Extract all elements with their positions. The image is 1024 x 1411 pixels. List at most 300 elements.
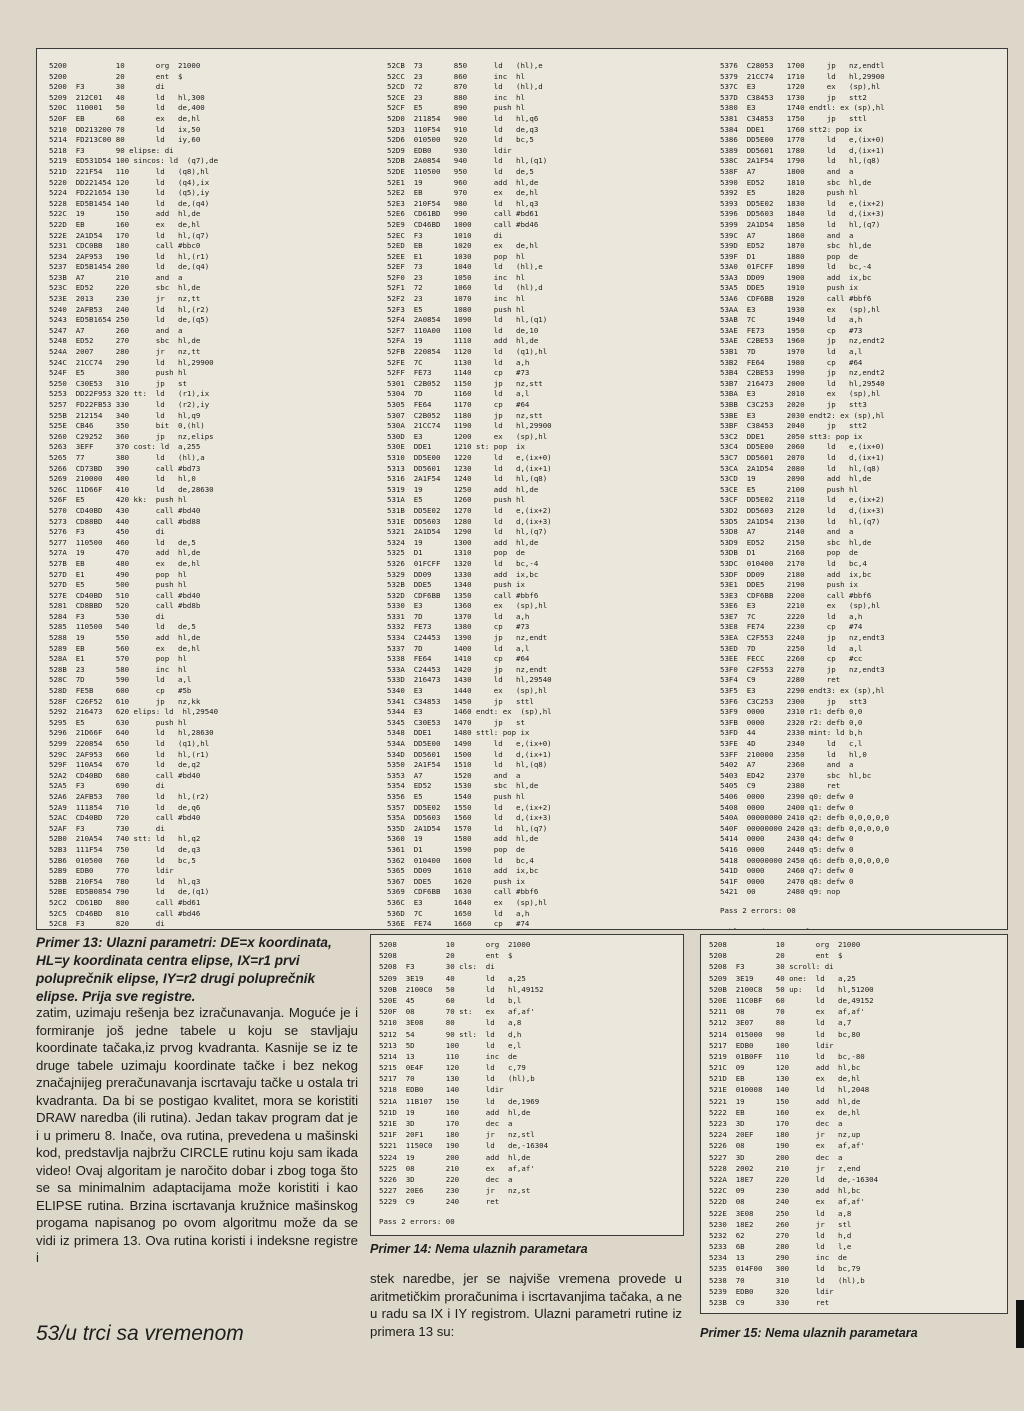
- listing-line: 5215 0E4F 120 ld c,79: [379, 1063, 526, 1073]
- listing-line: 5416 0000 2440 q5: defw 0: [720, 844, 854, 854]
- listing-line: 529F 110A54 670 ld de,q2: [49, 760, 201, 770]
- listing-line: 528B 23 580 inc hl: [49, 664, 187, 674]
- listing-line: 52E2 EB 970 ex de,hl: [387, 188, 539, 198]
- listing-line: 5200 10 org 21000: [49, 61, 201, 70]
- listing-line: 52CF E5 890 push hl: [387, 103, 525, 113]
- listing-line: 523E 2013 230 jr nz,tt: [49, 294, 201, 304]
- listing-line: 53CF DD5E02 2110 ld e,(ix+2): [720, 495, 885, 505]
- listing-line: 5226 3D 220 dec a: [379, 1174, 513, 1184]
- listing-line: 5200 20 ent $: [49, 71, 183, 81]
- listing-line: 52A6 2AFB53 700 ld hl,(r2): [49, 791, 210, 801]
- listing-line: 535D 2A1D54 1570 ld hl,(q7): [387, 823, 548, 833]
- listing-line: 521D 221F54 110 ld (q8),hl: [49, 166, 210, 176]
- listing-line: 520B 2100C8 50 up: ld hl,51200: [709, 984, 874, 994]
- listing-line: 521E 3D 170 dec a: [379, 1119, 513, 1128]
- listing-line: 527E CD40BD 510 call #bd40: [49, 590, 201, 600]
- listing-line: 52BE ED5B0854 790 ld de,(q1): [49, 887, 210, 897]
- listing-line: 52F3 E5 1080 push hl: [387, 304, 525, 314]
- listing-line: 5288 19 550 add hl,de: [49, 633, 201, 643]
- listing-line: 5292 216473 620 elips: ld hl,29540: [49, 707, 219, 717]
- listing-line: 53AB 7C 1940 ld a,h: [720, 315, 863, 325]
- listing-line: 5228 ED5B1454 140 ld de,(q4): [49, 198, 210, 208]
- listing-line: 5360 19 1580 add hl,de: [387, 834, 539, 844]
- listing-line: 5285 110500 540 ld de,5: [49, 622, 196, 632]
- listing-line: 5365 DD09 1610 add ix,bc: [387, 866, 539, 876]
- listing-line: 52A2 CD40BD 680 call #bd40: [49, 770, 201, 780]
- listing-line: 531E DD5603 1280 ld d,(ix+3): [387, 516, 552, 526]
- listing-line: 53C7 DD5601 2070 ld d,(ix+1): [720, 452, 885, 462]
- listing-line: 5329 DD09 1330 add ix,bc: [387, 569, 539, 579]
- listing-line: 52ED EB 1020 ex de,hl: [387, 241, 539, 251]
- listing-line: 52E3 210F54 980 ld hl,q3: [387, 198, 539, 208]
- listing-line: 53CE E5 2100 push hl: [720, 484, 858, 494]
- listing-line: 53FD 44 2330 mint: ld b,h: [720, 728, 863, 738]
- listing-line: 5295 E5 630 push hl: [49, 717, 187, 727]
- listing-line: 5344 E3 1460 endt: ex (sp),hl: [387, 707, 552, 717]
- listing-line: 5406 0000 2390 q0: defw 0: [720, 791, 854, 801]
- listing-line: 53B2 FE64 1980 cp #64: [720, 357, 863, 367]
- listing-line: 5247 A7 260 and a: [49, 325, 183, 335]
- listing-line: 5240 2AFB53 240 ld hl,(r2): [49, 304, 210, 314]
- listing-line: 5324 19 1300 add hl,de: [387, 537, 539, 547]
- listing-line: 52FE 7C 1130 ld a,h: [387, 357, 530, 367]
- listing-line: 540F 00000000 2420 q3: defb 0,0,0,0,0: [720, 823, 890, 833]
- listing-line: 541D 0000 2460 q7: defw 0: [720, 866, 854, 876]
- listing-line: 52AF F3 730 di: [49, 823, 165, 833]
- listing-line: 52EF 73 1040 ld (hl),e: [387, 262, 543, 272]
- listing-footer-line: Pass 2 errors: 00: [379, 1216, 455, 1226]
- listing-line: 53BF C38453 2040 jp stt2: [720, 421, 867, 431]
- assembly-listing-main: [36, 48, 1008, 930]
- listing-line: 53BB C3C253 2020 jp stt3: [720, 400, 867, 409]
- listing-line: 5414 0000 2430 q4: defw 0: [720, 834, 854, 844]
- listing-line: 522A 18E7 220 ld de,-16304: [709, 1174, 879, 1184]
- listing-line: 5319 19 1250 add hl,de: [387, 484, 539, 494]
- listing-line: 52B6 010500 760 ld bc,5: [49, 855, 196, 865]
- listing-line: 53C2 DDE1 2050 stt3: pop ix: [720, 431, 863, 441]
- listing-line: 5357 DD5E02 1550 ld e,(ix+2): [387, 802, 552, 812]
- listing-line: 53E8 FE74 2230 cp #74: [720, 622, 863, 632]
- listing-line: 5270 CD40BD 430 call #bd40: [49, 505, 201, 515]
- listing-line: 5350 2A1F54 1510 ld hl,(q8): [387, 760, 548, 770]
- listing-line: 5389 DD5601 1780 ld d,(ix+1): [720, 145, 885, 155]
- listing-line: 53EA C2F553 2240 jp nz,endt3: [720, 633, 885, 643]
- listing-line: 53C4 DD5E00 2060 ld e,(ix+0): [720, 442, 885, 452]
- listing-line: 53FB 0000 2320 r2: defb 0,0: [720, 717, 863, 727]
- listing-line: 530D E3 1200 ex (sp),hl: [387, 431, 548, 441]
- listing-line: 5234 2AF953 190 ld hl,(r1): [49, 251, 210, 261]
- listing-line: 5208 20 ent $: [709, 951, 843, 961]
- listing-line: 528C 7D 590 ld a,l: [49, 675, 192, 685]
- listing-line: 52D3 110F54 910 ld de,q3: [387, 124, 539, 134]
- listing-line: 5231 CDC0BB 180 call #bbc0: [49, 241, 201, 251]
- listing-line: 5221 1150C0 190 ld de,-16304: [379, 1141, 549, 1151]
- listing-line: 53D5 2A1D54 2130 ld hl,(q7): [720, 516, 881, 526]
- listing-line: 5316 2A1F54 1240 ld hl,(q8): [387, 474, 548, 484]
- listing-line: 5393 DD5E02 1830 ld e,(ix+2): [720, 198, 885, 208]
- listing-line: 5237 ED5B1454 200 ld de,(q4): [49, 262, 210, 272]
- listing-line: 522D 08 240 ex af,af': [709, 1197, 865, 1207]
- assembly-listing-primer-15: [700, 934, 1008, 1314]
- listing-line: 5284 F3 530 di: [49, 611, 165, 621]
- listing-line: 53AE FE73 1950 cp #73: [720, 325, 863, 335]
- caption-primer-13: Primer 13: Ulazni parametri: DE=x koordinata, HL=y koordinata centra elipse, IX=r1 prvi poluprečnik elipse, IY=r2 drugi poluprečnik elipse. Prija sve registre.: [36, 935, 332, 1004]
- listing-line: 538C 2A1F54 1790 ld hl,(q8): [720, 156, 881, 166]
- listing-line: 5405 C9 2380 ret: [720, 781, 841, 791]
- listing-line: 520B 2100C0 50 ld hl,49152: [379, 984, 544, 994]
- listing-line: 5356 E5 1540 push hl: [387, 791, 525, 801]
- listing-line: 523B A7 210 and a: [49, 272, 183, 282]
- listing-line: 521C 09 120 add hl,bc: [709, 1063, 861, 1073]
- listing-line: 52CC 23 860 inc hl: [387, 71, 525, 81]
- listing-line: 5220 DD221454 120 ld (q4),ix: [49, 177, 210, 187]
- listing-line: 533A C24453 1420 jp nz,endt: [387, 664, 548, 674]
- listing-line: 5326 01FCFF 1320 ld bc,-4: [387, 558, 539, 568]
- listing-line: 5235 014F00 300 ld bc,79: [709, 1264, 861, 1274]
- listing-line: 522C 09 230 add hl,bc: [709, 1186, 861, 1196]
- listing-line: 53ED 7D 2250 ld a,l: [720, 643, 863, 653]
- listing-line: 5330 E3 1360 ex (sp),hl: [387, 601, 548, 611]
- listing-line: 520C 110001 50 ld de,400: [49, 103, 205, 113]
- listing-line: 524F E5 300 push hl: [49, 368, 187, 378]
- listing-line: 5208 F3 30 scroll: di: [709, 962, 834, 972]
- listing-line: 5307 C2B052 1180 jp nz,stt: [387, 410, 543, 420]
- listing-line: 53F9 0000 2310 r1: defb 0,0: [720, 707, 863, 717]
- listing-line: 5265 77 380 ld (hl),a: [49, 452, 205, 462]
- listing-line: 538F A7 1800 and a: [720, 166, 854, 176]
- listing-line: 5260 C29252 360 jp nz,elips: [49, 431, 214, 441]
- listing-line: 53BA E3 2010 ex (sp),hl: [720, 389, 881, 399]
- listing-line: 52F4 2A0854 1090 ld hl,(q1): [387, 315, 548, 325]
- listing-line: 52A5 F3 690 di: [49, 781, 165, 791]
- listing-line: 53AE C2BE53 1960 jp nz,endt2: [720, 336, 885, 346]
- listing-line: 5200 F3 30 di: [49, 82, 165, 92]
- listing-line: 5310 DD5E00 1220 ld e,(ix+0): [387, 452, 552, 462]
- listing-line: 525B 212154 340 ld hl,q9: [49, 410, 201, 420]
- listing-line: 53F6 C3C253 2300 jp stt3: [720, 696, 867, 706]
- listing-line: 52E6 CD61BD 990 call #bd61: [387, 209, 539, 219]
- listing-line: 5219 ED531D54 100 sincos: ld (q7),de: [49, 156, 219, 166]
- listing-line: 5263 3EFF 370 cost: ld a,255: [49, 442, 201, 452]
- listing-line: 521A 11B107 150 ld de,1969: [379, 1096, 540, 1106]
- listing-line: 5209 3E19 40 ld a,25: [379, 973, 526, 983]
- listing-line: 5325 D1 1310 pop de: [387, 548, 525, 558]
- listing-line: 5257 FD22FB53 330 ld (r2),iy: [49, 400, 210, 409]
- assembly-listing-primer-14: [370, 934, 684, 1236]
- listing-line: 526C 11D66F 410 ld de,28630: [49, 484, 214, 494]
- listing-line: 5214 13 110 inc de: [379, 1051, 517, 1061]
- listing-line: 5218 F3 90 elipse: di: [49, 145, 174, 155]
- listing-line: 53FE 4D 2340 ld c,l: [720, 739, 863, 748]
- listing-line: 53B1 7D 1970 ld a,l: [720, 347, 863, 357]
- listing-line: 5212 3E07 80 ld a,7: [709, 1018, 852, 1028]
- listing-line: 521F 20F1 180 jr nz,stl: [379, 1130, 535, 1140]
- listing-line: 5403 ED42 2370 sbc hl,bc: [720, 770, 872, 780]
- listing-line: 539F D1 1880 pop de: [720, 251, 858, 261]
- listing-line: 5243 ED5B1654 250 ld de,(q5): [49, 315, 210, 325]
- listing-line: 52FB 220854 1120 ld (q1),hl: [387, 347, 548, 357]
- listing-line: 52D6 010500 920 ld bc,5: [387, 135, 534, 145]
- listing-line: 52EC F3 1010 di: [387, 230, 503, 240]
- listing-column-b: [387, 61, 707, 930]
- listing-line: 52F7 110A00 1100 ld de,10: [387, 325, 539, 335]
- listing-footer-line: [720, 917, 1005, 928]
- listing-footer-line: Pass 2 errors: 00: [720, 905, 796, 915]
- listing-line: 537C E3 1720 ex (sp),hl: [720, 82, 881, 92]
- listing-line: 5269 210000 400 ld hl,0: [49, 474, 196, 484]
- listing-line: 5213 5D 100 ld e,l: [379, 1040, 522, 1050]
- listing-line: 52FF FE73 1140 cp #73: [387, 368, 530, 378]
- listing-line: 5334 C24453 1390 jp nz,endt: [387, 633, 548, 643]
- listing-line: 5223 3D 170 dec a: [709, 1119, 843, 1128]
- listing-line: 5345 C30E53 1470 jp st: [387, 717, 525, 727]
- caption-primer-15: Primer 15: Nema ulaznih parametara: [700, 1326, 918, 1340]
- listing-line: 53E7 7C 2220 ld a,h: [720, 611, 863, 621]
- listing-line: 52F0 23 1050 inc hl: [387, 272, 525, 282]
- listing-line: 52B0 210A54 740 stt: ld hl,q2: [49, 834, 201, 844]
- listing-line: 53E1 DDE5 2190 push ix: [720, 580, 858, 590]
- listing-line: 53F5 E3 2290 endt3: ex (sp),hl: [720, 686, 885, 696]
- listing-line: 5354 ED52 1530 sbc hl,de: [387, 781, 539, 791]
- listing-line: 52BB 210F54 780 ld hl,q3: [49, 876, 201, 886]
- listing-line: 5239 EDB0 320 ldir: [709, 1286, 834, 1296]
- listing-line: 52FA 19 1110 add hl,de: [387, 336, 539, 346]
- listing-line: 5224 19 200 add hl,de: [379, 1152, 531, 1162]
- listing-line: 5227 3D 200 dec a: [709, 1152, 843, 1162]
- listing-line: 520E 45 60 ld b,l: [379, 995, 522, 1005]
- listing-line: 5224 20EF 180 jr nz,up: [709, 1130, 861, 1140]
- listing-line: 53A3 DD09 1900 add ix,bc: [720, 272, 872, 282]
- listing-line: 5221 19 150 add hl,de: [709, 1096, 861, 1106]
- listing-line: 53EE FECC 2260 cp #cc: [720, 654, 863, 664]
- listing-line: 5208 10 org 21000: [379, 940, 531, 949]
- listing-line: 522E 3E08 250 ld a,8: [709, 1208, 852, 1218]
- listing-line: 53CD 19 2090 add hl,de: [720, 474, 872, 484]
- listing-line: 53D2 DD5603 2120 ld d,(ix+3): [720, 505, 885, 515]
- listing-line: 5217 70 130 ld (hl),b: [379, 1074, 535, 1084]
- listing-line: 5301 C2B052 1150 jp nz,stt: [387, 378, 543, 388]
- listing-line: 5226 08 190 ex af,af': [709, 1141, 865, 1151]
- listing-line: 521D 19 160 add hl,de: [379, 1107, 531, 1117]
- listing-line: 5222 EB 160 ex de,hl: [709, 1107, 861, 1117]
- listing-line: 5232 62 270 ld h,d: [709, 1230, 852, 1240]
- listing-line: 5230 18E2 260 jr stl: [709, 1219, 852, 1229]
- caption-primer-14: Primer 14: Nema ulaznih parametara: [370, 1242, 588, 1256]
- listing-line: 5305 FE64 1170 cp #64: [387, 400, 530, 409]
- listing-line: 530E DDE1 1210 st: pop ix: [387, 442, 525, 452]
- listing-line: 53DC 010400 2170 ld bc,4: [720, 558, 867, 568]
- listing-line: 52E1 19 960 add hl,de: [387, 177, 539, 187]
- listing-line: 53F0 C2F553 2270 jp nz,endt3: [720, 664, 885, 674]
- listing-line: 53D8 A7 2140 and a: [720, 527, 854, 537]
- article-text-middle: stek naredbe, jer se najviše vremena provede u aritmetičkim proračunima i iscrtavanjima tačaka, a ne u radu sa IX i IY registrom. Ulazni parametri rutine iz primera 13 su:: [370, 1271, 682, 1339]
- listing-line: 535A DD5603 1560 ld d,(ix+3): [387, 813, 552, 823]
- listing-line: 522D EB 160 ex de,hl: [49, 219, 201, 229]
- listing-line: 53A0 01FCFF 1890 ld bc,-4: [720, 262, 872, 272]
- listing-line: 5313 DD5601 1230 ld d,(ix+1): [387, 463, 552, 473]
- listing-line: 540A 00000000 2410 q2: defb 0,0,0,0,0: [720, 813, 890, 823]
- listing-line: 52B3 111F54 750 ld de,q3: [49, 844, 201, 854]
- listing-line: 5273 CD88BD 440 call #bd88: [49, 516, 201, 526]
- listing-line: 5276 F3 450 di: [49, 527, 165, 537]
- listing-line: 52D0 211854 900 ld hl,q6: [387, 113, 539, 123]
- listing-line: 536E FE74 1660 cp #74: [387, 919, 530, 929]
- listing-line: 529C 2AF953 660 ld hl,(r1): [49, 749, 210, 759]
- listing-line: 534D DD5601 1500 ld d,(ix+1): [387, 749, 552, 759]
- listing-line: 524A 2007 280 jr nz,tt: [49, 347, 201, 357]
- listing-line: 5376 C28053 1700 jp nz,endtl: [720, 61, 885, 70]
- listing-line: 5380 E3 1740 endtl: ex (sp),hl: [720, 103, 885, 113]
- listing-line: 52F2 23 1070 inc hl: [387, 294, 525, 304]
- listing-line: 5367 DDE5 1620 push ix: [387, 876, 525, 886]
- listing-line: 5208 10 org 21000: [709, 940, 861, 949]
- listing-line: 525E CB46 350 bit 0,(hl): [49, 421, 205, 431]
- listing-line: 522C 19 150 add hl,de: [49, 209, 201, 219]
- listing-line: 530A 21CC74 1190 ld hl,29900: [387, 421, 552, 431]
- listing-line: 523C ED52 220 sbc hl,de: [49, 283, 201, 293]
- listing-line: 527B EB 480 ex de,hl: [49, 558, 201, 568]
- listing-line: 5238 70 310 ld (hl),b: [709, 1275, 865, 1285]
- listing-line: 5208 F3 30 cls: di: [379, 962, 495, 972]
- listing-line: 5210 3E08 80 ld a,8: [379, 1018, 522, 1028]
- listing-line: 5219 01B0FF 110 ld bc,-80: [709, 1051, 865, 1061]
- listing-line: 52E9 CD46BD 1000 call #bd46: [387, 219, 539, 229]
- listing-line: 527D E1 490 pop hl: [49, 569, 187, 579]
- listing-line: 52CE 23 880 inc hl: [387, 92, 525, 102]
- listing-line: 528A E1 570 pop hl: [49, 654, 187, 664]
- listing-line: 5225 08 210 ex af,af': [379, 1163, 535, 1173]
- listing-line: 52CD 72 870 ld (hl),d: [387, 82, 543, 92]
- listing-line: 53B7 216473 2000 ld hl,29540: [720, 378, 885, 388]
- listing-line: 5418 00000000 2450 q6: defb 0,0,0,0,0: [720, 855, 890, 865]
- listing-line: 5208 20 ent $: [379, 951, 513, 961]
- listing-line: 524C 21CC74 290 ld hl,29900: [49, 357, 214, 367]
- listing-column-a: [49, 61, 354, 930]
- listing-line: 534A DD5E00 1490 ld e,(ix+0): [387, 739, 552, 748]
- listing-line: 5233 6B 280 ld l,e: [709, 1242, 852, 1252]
- listing-footer-line: [379, 1227, 548, 1236]
- listing-line: 5408 0000 2400 q1: defw 0: [720, 802, 854, 812]
- listing-line: 5214 015000 90 ld bc,80: [709, 1029, 861, 1039]
- listing-line: 537D C38453 1730 jp stt2: [720, 92, 867, 102]
- listing-line: 5210 DD213200 70 ld ix,50: [49, 124, 201, 134]
- listing-line: 5353 A7 1520 and a: [387, 770, 521, 780]
- listing-line: 523B C9 330 ret: [709, 1298, 830, 1307]
- listing-line: 5337 7D 1400 ld a,l: [387, 643, 530, 653]
- page-folio: 53/u trci sa vremenom: [36, 1322, 244, 1345]
- listing-line: 528D FE5B 600 cp #5b: [49, 686, 192, 696]
- listing-line: 5209 3E19 40 one: ld a,25: [709, 973, 856, 983]
- listing-line: 53FF 210000 2350 ld hl,0: [720, 749, 867, 759]
- listing-line: 520F 08 70 st: ex af,af': [379, 1007, 535, 1017]
- listing-column-c: [720, 61, 1005, 930]
- listing-line: 532D CDF6BB 1350 call #bbf6: [387, 590, 539, 600]
- listing-line: 539C A7 1860 and a: [720, 230, 854, 240]
- listing-line: 5341 C34853 1450 jp sttl: [387, 696, 534, 706]
- listing-line: 5321 2A1D54 1290 ld hl,(q7): [387, 527, 548, 537]
- listing-line: 5396 DD5603 1840 ld d,(ix+3): [720, 209, 885, 219]
- listing-line: 522E 2A1D54 170 ld hl,(q7): [49, 230, 210, 240]
- listing-line: 5289 EB 560 ex de,hl: [49, 643, 201, 653]
- listing-line: 531A E5 1260 push hl: [387, 495, 525, 505]
- listing-footer-line: [720, 927, 1005, 930]
- listing-line: 5228 2002 210 jr z,end: [709, 1163, 861, 1173]
- listing-line: 5379 21CC74 1710 ld hl,29900: [720, 71, 885, 81]
- listing-line: 5253 DD22F953 320 tt: ld (r1),ix: [49, 389, 210, 399]
- listing-line: 5211 08 70 ex af,af': [709, 1007, 865, 1017]
- listing-line: 5421 00 2480 q9: nop: [720, 887, 841, 897]
- listing-line: 5348 DDE1 1480 sttl: pop ix: [387, 728, 530, 738]
- listing-line: 53BE E3 2030 endt2: ex (sp),hl: [720, 410, 885, 420]
- listing-line: 52AC CD40BD 720 call #bd40: [49, 813, 201, 823]
- listing-line: 5281 CD8BBD 520 call #bd8b: [49, 601, 201, 611]
- listing-line: 52A9 111854 710 ld de,q6: [49, 802, 201, 812]
- listing-line: 5224 FD221654 130 ld (q5),iy: [49, 188, 210, 198]
- listing-line: 5331 7D 1370 ld a,h: [387, 611, 530, 621]
- listing-line: 521E 010008 140 ld hl,2048: [709, 1085, 870, 1095]
- listing-line: 5299 220854 650 ld (q1),hl: [49, 739, 210, 748]
- listing-line: 5332 FE73 1380 cp #73: [387, 622, 530, 632]
- listing-line: 5390 ED52 1810 sbc hl,de: [720, 177, 872, 187]
- listing-line: 5369 CDF6BB 1630 call #bbf6: [387, 887, 539, 897]
- page-edge-marker: [1016, 1300, 1024, 1348]
- listing-line: 5217 EDB0 100 ldir: [709, 1040, 834, 1050]
- listing-line: 536C E3 1640 ex (sp),hl: [387, 897, 548, 907]
- listing-line: 5399 2A1D54 1850 ld hl,(q7): [720, 219, 881, 229]
- listing-line: 5340 E3 1440 ex (sp),hl: [387, 686, 548, 696]
- listing-line: 52DB 2A0854 940 ld hl,(q1): [387, 156, 548, 166]
- listing-line: 52DE 110500 950 ld de,5: [387, 166, 534, 176]
- listing-line: 52C2 CD61BD 800 call #bd61: [49, 897, 201, 907]
- listing-line: 5227 20E6 230 jr nz,st: [379, 1186, 531, 1196]
- listing-line: 5296 21D66F 640 ld hl,28630: [49, 728, 214, 738]
- listing-line: 527D E5 500 push hl: [49, 580, 187, 590]
- listing-line: 5266 CD73BD 390 call #bd73: [49, 463, 201, 473]
- listing-line: 53DB D1 2160 pop de: [720, 548, 858, 558]
- listing-line: 5338 FE64 1410 cp #64: [387, 654, 530, 664]
- listing-line: 53AA E3 1930 ex (sp),hl: [720, 304, 881, 314]
- listing-line: 520F EB 60 ex de,hl: [49, 113, 201, 123]
- listing-line: 531B DD5E02 1270 ld e,(ix+2): [387, 505, 552, 515]
- listing-line: 53E3 CDF6BB 2200 call #bbf6: [720, 590, 872, 600]
- listing-line: 5248 ED52 270 sbc hl,de: [49, 336, 201, 346]
- listing-line: 52C8 F3 820 di: [49, 919, 165, 929]
- listing-line: 53D9 ED52 2150 sbc hl,de: [720, 537, 872, 547]
- listing-line: 521D EB 130 ex de,hl: [709, 1074, 861, 1084]
- listing-line: 5381 C34853 1750 jp sttl: [720, 113, 867, 123]
- listing-line: 5229 C9 240 ret: [379, 1197, 500, 1207]
- article-text-left: zatim, uzimaju rešenja bez izračunavanja. Moguće je i formiranje još jedne tabele u koju se stavljaju koordinate tačaka,iz prvog kvadranta. Kasnije se iz te druge tabele uzimaju koordinate tačke i bez nekog značajnijeg preračunavanja iscrtavaju tačke u ostala tri kvadranta. Da bi se postigao kvalitet, mora se koristiti DRAW naredba (ili rutina). Jedan takav program dat je i u primeru 8. Inače, ova rutina, prevedena u mašinski kod, predstavlja najbržu CIRCLE rutinu koju sam ikada video! Ovaj algoritam je naročito dobar i zbog toga što se sa minimalnim adaptacijama može koristiti i kao ELIPSE rutina. Brzina iscrtavanja kružnice mašinskog progama napisanog po ovom algoritmu može da se vidi iz primera 13. Ova rutina koristi i indeksne registre i: [36, 1005, 358, 1265]
- listing-line: 5209 212C01 40 ld hl,300: [49, 92, 205, 102]
- listing-line: 52F1 72 1060 ld (hl),d: [387, 283, 543, 293]
- listing-line: 53F4 C9 2280 ret: [720, 675, 841, 685]
- listing-line: 5402 A7 2360 and a: [720, 760, 854, 770]
- listing-line: 5277 110500 460 ld de,5: [49, 537, 196, 547]
- listing-line: 5392 E5 1820 push hl: [720, 188, 858, 198]
- listing-line: 520E 11C0BF 60 ld de,49152: [709, 995, 874, 1005]
- listing-line: 53E6 E3 2210 ex (sp),hl: [720, 601, 881, 611]
- listing-line: 53A6 CDF6BB 1920 call #bbf6: [720, 294, 872, 304]
- listing-line: 5304 7D 1160 ld a,l: [387, 389, 530, 399]
- listing-line: 5234 13 290 inc de: [709, 1253, 847, 1263]
- listing-line: 527A 19 470 add hl,de: [49, 548, 201, 558]
- listing-line: 5250 C30E53 310 jp st: [49, 378, 187, 388]
- listing-line: 5384 DDE1 1760 stt2: pop ix: [720, 124, 863, 134]
- listing-line: 533D 216473 1430 ld hl,29540: [387, 675, 552, 685]
- listing-line: 52D9 EDB0 930 ldir: [387, 145, 512, 155]
- listing-line: 53B4 C2BE53 1990 jp nz,endt2: [720, 368, 885, 378]
- listing-line: 528F C26F52 610 jp nz,kk: [49, 696, 201, 706]
